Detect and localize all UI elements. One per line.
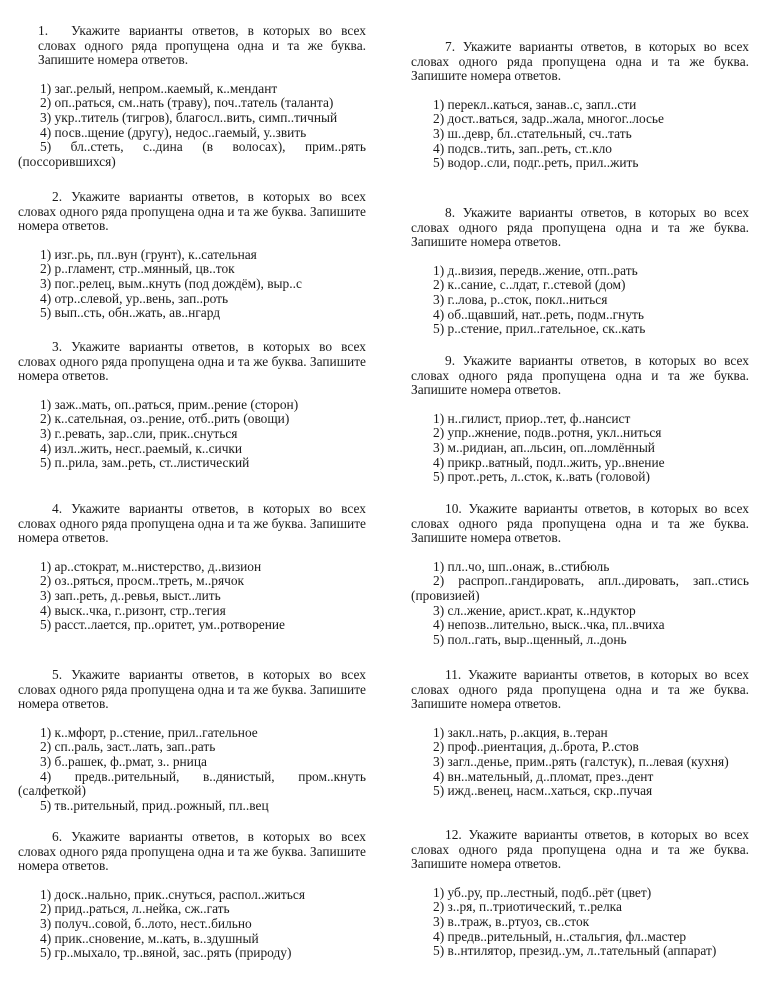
option: 1) к..мфорт, р..стение, прил..гательное	[40, 724, 258, 740]
task-number: 9.	[445, 353, 456, 368]
option: 5) ижд..венец, насм..хаться, скр..пучая	[433, 783, 653, 799]
option: 4) вн..мательный, д..пломат, през..дент	[433, 768, 654, 784]
question-text: Укажите варианты ответов, в которых во всех словах одного ряда пропущена одна и та же буква. Запишите номера ответов.	[411, 827, 749, 872]
option: 1) закл..нать, р..акция, в..теран	[433, 724, 608, 740]
task-2	[18, 190, 366, 321]
question-text: Укажите варианты ответов, в которых во всех словах одного ряда пропущена одна и та же буква. Запишите номера ответов.	[18, 667, 366, 712]
option: 2) оп..раться, см..нать (траву), поч..татель (таланта)	[40, 95, 334, 111]
option: 3) укр..титель (тигров), благосл..вить, симп..тичный	[40, 109, 338, 125]
question-text: Укажите варианты ответов, в которых во всех словах одного ряда пропущена одна и та же буква. Запишите номера ответов.	[411, 501, 749, 546]
options-list	[18, 248, 366, 321]
option: 5) гр..мыхало, тр..вяной, зас..рять (природу)	[40, 945, 292, 961]
question-text: Укажите варианты ответов, в которых во всех словах одного ряда пропущена одна и та же буква. Запишите номера ответов.	[411, 667, 749, 712]
option: 3) г..ревать, зар..сли, прик..снуться	[40, 425, 238, 441]
question-text: Укажите варианты ответов, в которых во всех словах одного ряда пропущена одна и та же буква. Запишите номера ответов.	[411, 39, 749, 84]
option: 2) упр..жнение, подв..ротня, укл..ниться	[433, 425, 662, 441]
options-list	[411, 560, 749, 648]
option: 4) подсв..тить, зап..реть, ст..кло	[433, 140, 613, 156]
option: 4) прик..сновение, м..кать, в..здушный	[40, 930, 259, 946]
task-question	[411, 354, 749, 398]
option: 2) к..сание, с..лдат, г..стевой (дом)	[433, 277, 626, 293]
task-10	[411, 502, 749, 647]
task-number: 7.	[445, 39, 456, 54]
option: 1) пл..чо, шп..онаж, в..стибюль	[433, 558, 610, 574]
option: 5) пол..гать, выр..щенный, л..донь	[433, 631, 627, 647]
task-7	[411, 40, 749, 171]
task-question	[18, 24, 366, 68]
option: 3) ш..девр, бл..стательный, сч..тать	[433, 125, 632, 141]
option: 5) тв..рительный, прид..рожный, пл..вец	[40, 797, 269, 813]
question-text: Укажите варианты ответов, в которых во всех словах одного ряда пропущена одна и та же буква. Запишите номера ответов.	[411, 205, 749, 250]
task-question	[411, 828, 749, 872]
option: 2) прид..раться, л..нейка, сж..гать	[40, 901, 230, 917]
task-number: 11.	[445, 667, 462, 682]
options-list	[18, 888, 366, 961]
task-number: 6.	[52, 829, 63, 844]
option: 1) заг..релый, непром..каемый, к..мендант	[40, 80, 278, 96]
option: 5) водор..сли, подг..реть, прил..жить	[433, 155, 639, 171]
task-number: 1.	[38, 23, 49, 38]
task-question	[411, 502, 749, 546]
option: 2) дост..ваться, задр..жала, многог..лосье	[433, 111, 664, 127]
option: 2) р..гламент, стр..мянный, цв..ток	[40, 261, 235, 277]
task-question	[18, 190, 366, 234]
task-11	[411, 668, 749, 799]
option: 3) б..рашек, ф..рмат, з.. рница	[40, 753, 207, 769]
task-question	[18, 502, 366, 546]
task-1	[18, 24, 366, 169]
option: 3) зап..реть, д..ревья, выст..лить	[40, 587, 221, 603]
task-5	[18, 668, 366, 813]
task-9	[411, 354, 749, 485]
option: 2) з..ря, п..триотический, т..релка	[433, 899, 622, 915]
option: 4) выск..чка, г..ризонт, стр..тегия	[40, 602, 226, 618]
option: 1) н..гилист, приор..тет, ф..нансист	[433, 410, 631, 426]
option: 4) изл..жить, несг..раемый, к..сички	[40, 440, 243, 456]
option: 4) предв..рительный, в..дянистый, пром..кнуть (салфеткой)	[18, 768, 366, 799]
option: 1) перекл..каться, занав..с, запл..сти	[433, 96, 637, 112]
question-text: Укажите варианты ответов, в которых во всех словах одного ряда пропущена одна и та же буква. Запишите номера ответов.	[18, 189, 366, 234]
task-question	[411, 668, 749, 712]
option: 2) оз..ряться, просм..треть, м..рячок	[40, 573, 245, 589]
option: 4) прикр..ватный, подл..жить, ур..внение	[433, 454, 665, 470]
option: 2) к..сательная, оз..рение, отб..рить (овощи)	[40, 411, 290, 427]
options-list	[411, 264, 749, 337]
option: 4) непозв..лительно, выск..чка, пл..вчиха	[433, 617, 665, 633]
option: 3) сл..жение, арист..крат, к..ндуктор	[433, 602, 636, 618]
task-number: 4.	[52, 501, 63, 516]
options-list	[411, 98, 749, 171]
option: 5) расст..лается, пр..оритет, ум..ротворение	[40, 617, 285, 633]
option: 5) прот..реть, л..сток, к..вать (головой)	[433, 469, 650, 485]
task-6	[18, 830, 366, 961]
question-text: Укажите варианты ответов, в которых во всех словах одного ряда пропущена одна и та же буква. Запишите номера ответов.	[18, 339, 366, 384]
task-number: 12.	[445, 827, 462, 842]
option: 3) пог..релец, вым..кнуть (под дождём), выр..с	[40, 275, 302, 291]
task-8	[411, 206, 749, 337]
option: 2) проф..риентация, д..брота, Р..стов	[433, 739, 639, 755]
option: 1) доск..нально, прик..снуться, распол..житься	[40, 886, 305, 902]
option: 3) м..ридиан, ап..льсин, оп..ломлённый	[433, 439, 655, 455]
task-number: 2.	[52, 189, 63, 204]
option: 1) заж..мать, оп..раться, прим..рение (сторон)	[40, 396, 299, 412]
task-3	[18, 340, 366, 471]
task-12	[411, 828, 749, 959]
option: 2) сп..раль, заст..лать, зап..рать	[40, 739, 216, 755]
task-4	[18, 502, 366, 633]
task-question	[411, 206, 749, 250]
option: 3) загл..денье, прим..рять (галстук), п..левая (кухня)	[433, 753, 729, 769]
option: 4) посв..щение (другу), недос..гаемый, у..звить	[40, 124, 307, 140]
option: 4) об..щавший, нат..реть, подм..гнуть	[433, 306, 644, 322]
question-text: Укажите варианты ответов, в которых во всех словах одного ряда пропущена одна и та же буква. Запишите номера ответов.	[18, 829, 366, 874]
task-question	[18, 668, 366, 712]
option: 3) в..траж, в..ртуоз, св..сток	[433, 913, 590, 929]
task-number: 5.	[52, 667, 63, 682]
task-question	[411, 40, 749, 84]
option: 1) уб..ру, пр..лестный, подб..рёт (цвет)	[433, 884, 652, 900]
option: 5) р..стение, прил..гательное, ск..кать	[433, 321, 646, 337]
option: 4) предв..рительный, н..стальгия, фл..мастер	[433, 928, 687, 944]
option: 4) отр..слевой, ур..вень, зап..роть	[40, 290, 229, 306]
options-list	[18, 726, 366, 814]
option: 1) д..визия, передв..жение, отп..рать	[433, 262, 638, 278]
option: 1) ар..стократ, м..нистерство, д..визион	[40, 558, 262, 574]
option: 3) получ..совой, б..лото, нест..бильно	[40, 915, 252, 931]
question-text: Укажите варианты ответов, в которых во всех словах одного ряда пропущена одна и та же буква. Запишите номера ответов.	[38, 23, 366, 68]
option: 5) в..нтилятор, презид..ум, л..тательный (аппарат)	[433, 943, 717, 959]
option: 5) вып..сть, обн..жать, ав..нгард	[40, 305, 221, 321]
option: 5) бл..стеть, с..дина (в волосах), прим..рять (поссорившихся)	[18, 139, 366, 169]
option: 3) г..лова, р..сток, покл..ниться	[433, 291, 608, 307]
options-list	[18, 82, 366, 170]
option: 2) распроп..гандировать, апл..дировать, зап..стись (провизией)	[411, 573, 749, 603]
question-text: Укажите варианты ответов, в которых во всех словах одного ряда пропущена одна и та же буква. Запишите номера ответов.	[411, 353, 749, 398]
option: 5) п..рила, зам..реть, ст..листический	[40, 455, 250, 471]
options-list	[411, 726, 749, 799]
task-question	[18, 340, 366, 384]
task-question	[18, 830, 366, 874]
task-number: 3.	[52, 339, 63, 354]
options-list	[18, 560, 366, 633]
options-list	[411, 412, 749, 485]
options-list	[18, 398, 366, 471]
question-text: Укажите варианты ответов, в которых во всех словах одного ряда пропущена одна и та же буква. Запишите номера ответов.	[18, 501, 366, 546]
task-number: 10.	[445, 501, 462, 516]
option: 1) изг..рь, пл..вун (грунт), к..сательная	[40, 246, 257, 262]
task-number: 8.	[445, 205, 456, 220]
options-list	[411, 886, 749, 959]
